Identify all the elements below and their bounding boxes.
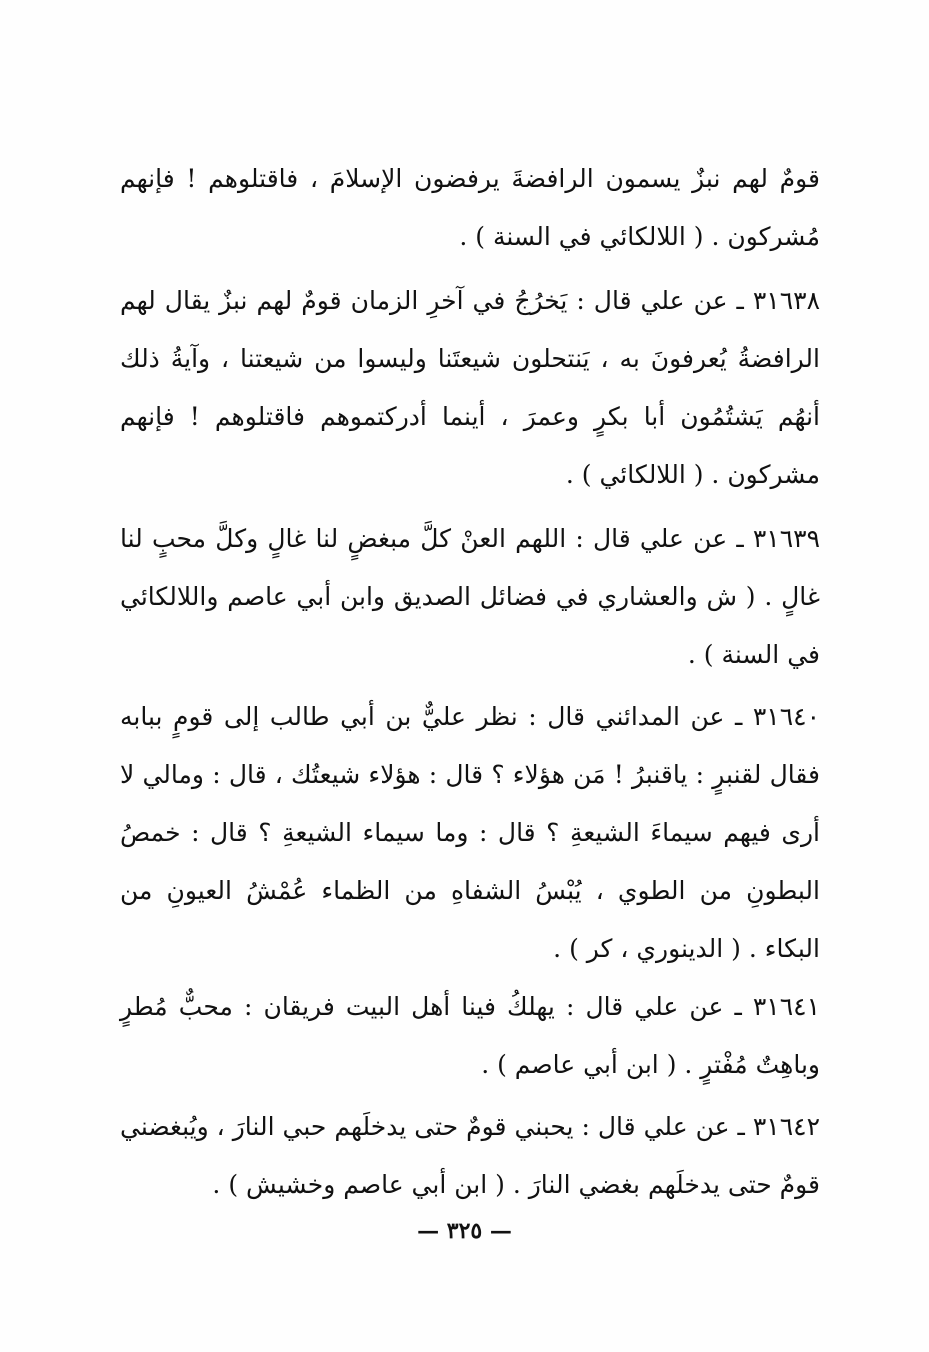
hadith-31642: ٣١٦٤٢ ـ عن علي قال : يحبني قومٌ حتى يدخلَهم حبي النارَ ، ويُبغضني قومٌ حتى يدخلَهم بغضي النارَ . ( ابن أبي عاصم وخشيش ) . <box>120 1112 820 1199</box>
hadith-31641: ٣١٦٤١ ـ عن علي قال : يهلكُ فينا أهل البيت فريقان : محبٌّ مُطرٍ وباهِتٌ مُفْترٍ . ( ابن أبي عاصم ) . <box>120 992 820 1079</box>
paragraph-continuation: قومٌ لهم نبزٌ يسمون الرافضةَ يرفضون الإسلامَ ، فاقتلوهم ! فإنهم مُشركون . ( اللالكائي في السنة ) . <box>120 164 820 251</box>
hadith-31638: ٣١٦٣٨ ـ عن علي قال : يَخرُجُ في آخرِ الزمان قومٌ لهم نبزٌ يقال لهم الرافضةُ يُعرفونَ به ، يَنتحلون شيعتَنا وليسوا من شيعتنا ، وآيةُ ذلك أنهُم يَشتُمُون أبا بكرٍ وعمرَ ، أينما أدركتموهم فاقتلوهم ! فإنهم مشركون . ( اللالكائي ) . <box>120 286 820 489</box>
hadith-31639: ٣١٦٣٩ ـ عن علي قال : اللهم العنْ كلَّ مبغضٍ لنا غالٍ وكلَّ محبٍ لنا غالٍ . ( ش والعشاري في فضائل الصديق وابن أبي عاصم واللالكائي في السنة ) . <box>120 524 820 669</box>
page-number: — ٣٢٥ — <box>417 1218 512 1244</box>
hadith-31640: ٣١٦٤٠ ـ عن المدائني قال : نظر عليٌّ بن أبي طالب إلى قومٍ ببابه فقال لقنبرٍ : ياقنبرُ ! مَن هؤلاء ؟ قال : هؤلاء شيعتُك ، قال : ومالي لا أرى فيهم سيماءَ الشيعةِ ؟ قال : وما سيماء الشيعةِ ؟ قال : خمصُ البطونِ من الطوي ، يُبْسُ الشفاهِ من الظماء عُمْشُ العيونِ من البكاء . ( الدينوري ، كر ) . <box>120 702 820 963</box>
